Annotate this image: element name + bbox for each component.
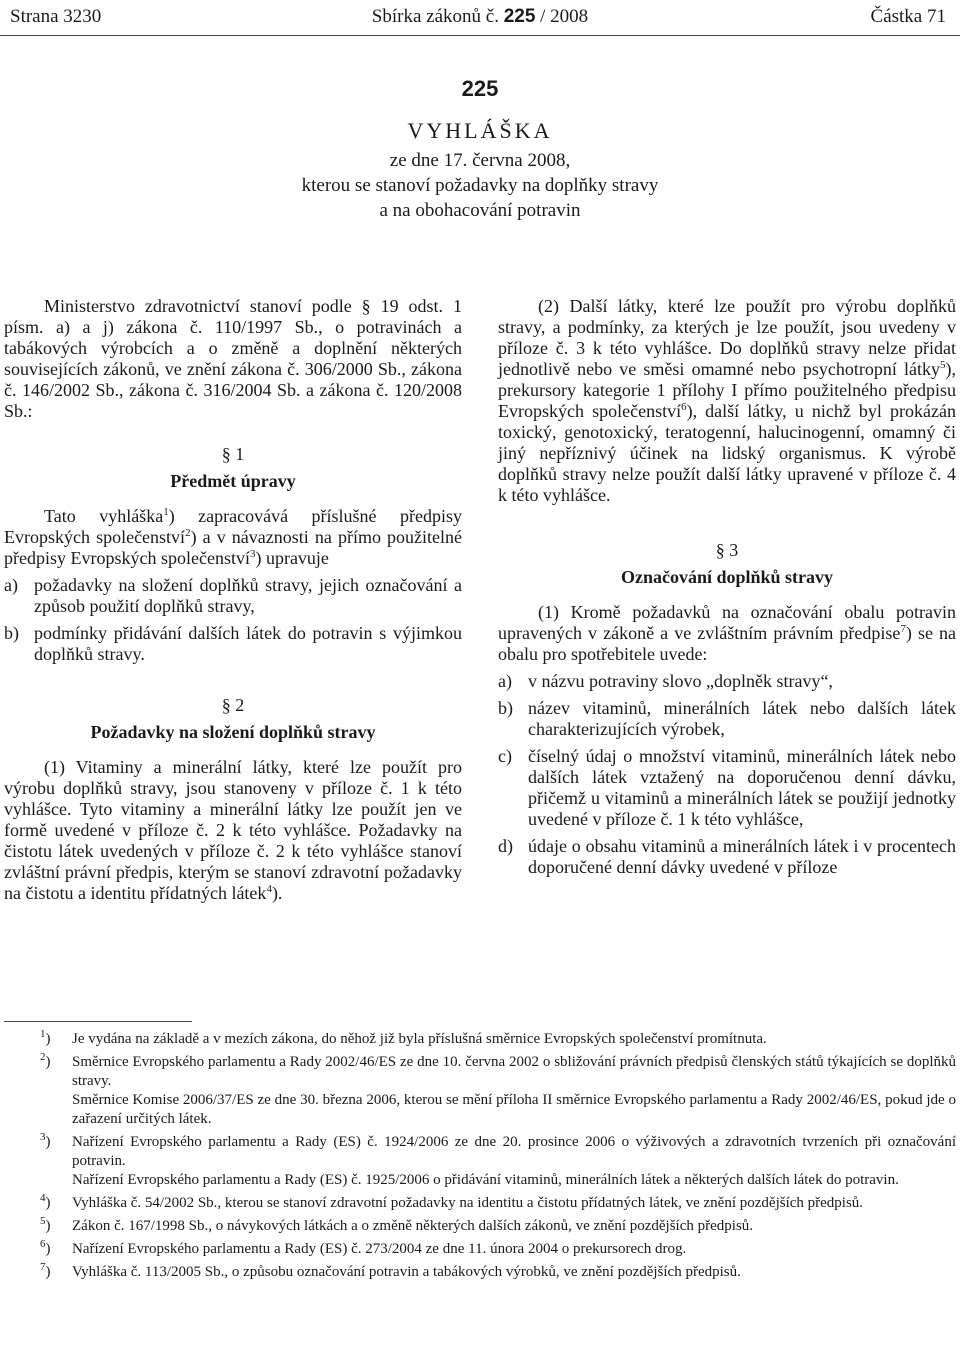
text-run: ), další látky, u nichž byl prokázán toxický, genotoxický, teratogenní, halucinogenní, omamný či jiný nepříznivý účinek na lidský organismus. K výrobě doplňků stravy nelze použít další látky upravené v příloze č. 4 k této vyhlášce. <box>498 401 956 505</box>
footnote-number: 5 <box>40 1215 46 1227</box>
text-run: ) zapracovává příslušné předpisy Evropských společenství <box>4 506 462 547</box>
list-item <box>498 836 956 878</box>
footnote-text: Vyhláška č. 54/2002 Sb., kterou se stanoví zdravotní požadavky na identitu a čistotu přídatných látek, ve znění pozdějších předpisů. <box>72 1195 864 1211</box>
section-3-number: § 3 <box>715 540 739 560</box>
regulation-date: ze dne 17. června 2008, <box>389 150 571 171</box>
collection-year: / 2008 <box>535 6 589 27</box>
footnote-number: 6 <box>40 1238 46 1250</box>
text-run: Tato vyhláška <box>44 506 164 526</box>
section-2-number: § 2 <box>221 695 245 715</box>
list-item-label: a) <box>4 575 18 595</box>
collection-prefix: Sbírka zákonů č. <box>371 6 504 27</box>
footnote <box>40 1133 956 1190</box>
footnote-text: Nařízení Evropského parlamentu a Rady (ES) č. 1925/2006 o přidávání vitaminů, minerálních látek a některých dalších látek do potravin. <box>72 1172 899 1188</box>
list-item <box>498 746 956 830</box>
footnote-text: Směrnice Komise 2006/37/ES ze dne 30. března 2006, kterou se mění příloha II směrnice Evropského parlamentu a Rady 2002/46/ES, pokud jde o zařazení určitých látek. <box>72 1092 956 1127</box>
footnote <box>40 1217 956 1236</box>
text-run: ) upravuje <box>255 548 329 568</box>
footnote-text: Vyhláška č. 113/2005 Sb., o způsobu označování potravin a tabákových výrobků, ve znění pozdějších předpisů. <box>72 1264 741 1280</box>
list-item <box>498 671 956 692</box>
footnote-marker: $^4$) <box>40 1192 51 1211</box>
text-run: ) a v návaznosti na přímo použitelné předpisy Evropských společenství <box>4 527 462 568</box>
footnote-number: 2 <box>40 1051 46 1063</box>
footnote-marker: $^5$) <box>40 1215 51 1234</box>
issue-part: Částka 71 <box>870 6 946 27</box>
document-title <box>0 74 960 223</box>
footnote-ref[interactable]: 7 <box>900 623 906 635</box>
list-item-text: v názvu potraviny slovo „doplněk stravy“, <box>528 671 833 691</box>
page-number: Strana 3230 <box>10 6 102 27</box>
list-item-label: c) <box>498 746 512 766</box>
regulation-subject-line-2: a na obohacování potravin <box>379 200 581 221</box>
footnote <box>40 1053 956 1129</box>
footnote-marker: $^7$) <box>40 1261 51 1280</box>
footnote-ref[interactable]: 3 <box>249 548 256 560</box>
footnote <box>40 1240 956 1259</box>
list-item <box>498 698 956 740</box>
footnote-text: Zákon č. 167/1998 Sb., o návykových látkách a o změně některých dalších zákonů, ve znění pozdějších předpisů. <box>72 1218 754 1234</box>
footnote-ref[interactable]: 5 <box>940 359 946 371</box>
list-item-label: d) <box>498 836 513 856</box>
footnote-marker: $^2$) <box>40 1051 51 1070</box>
footnote <box>40 1194 956 1213</box>
footnote <box>40 1030 956 1049</box>
preamble: Ministerstvo zdravotnictví stanoví podle § 19 odst. 1 písm. a) a j) zákona č. 110/1997 Sb., o potravinách a tabákových výrobcích a o změně a doplnění některých souvisejících zákonů, ve znění zákona č. 306/2000 Sb., zákona č. 146/2002 Sb., zákona č. 316/2004 Sb. a zákona č. 120/2008 Sb.: <box>4 296 462 421</box>
footnote-number: 1 <box>40 1028 46 1040</box>
text-run: ). <box>271 883 283 903</box>
page-header <box>0 0 960 36</box>
list-item-text: údaje o obsahu vitaminů a minerálních látek i v procentech doporučené denní dávky uvedené v příloze <box>528 836 956 877</box>
footnote-number: 4 <box>40 1192 46 1204</box>
section-1-paragraph <box>4 506 462 569</box>
footnote <box>40 1263 956 1282</box>
footnote-ref[interactable]: 1 <box>163 506 169 518</box>
text-run: ), prekursory kategorie 1 přílohy I přímo použitelného předpisu Evropských společenství <box>498 359 956 421</box>
list-item-text: podmínky přidávání dalších látek do potravin s výjimkou doplňků stravy. <box>34 623 462 664</box>
regulation-kind: VYHLÁŠKA <box>407 118 553 143</box>
footnote-ref[interactable]: 2 <box>185 527 191 539</box>
footnote-ref[interactable]: 4 <box>266 883 272 895</box>
regulation-number: 225 <box>461 76 499 101</box>
list-item-text: požadavky na složení doplňků stravy, jejich označování a způsob použití doplňků stravy, <box>34 575 462 616</box>
collection-number: 225 <box>503 6 536 27</box>
footnote-text: Nařízení Evropského parlamentu a Rady (ES) č. 1924/2006 ze dne 20. prosince 2006 o výživových a zdravotních tvrzeních při označování potravin. <box>72 1134 956 1169</box>
regulation-subject-line-1: kterou se stanoví požadavky na doplňky stravy <box>301 175 659 196</box>
footnote-number: 3 <box>40 1131 46 1143</box>
footnote-marker: $^1$) <box>40 1028 51 1047</box>
text-run: ) se na obalu pro spotřebitele uvede: <box>498 623 956 664</box>
header-rule <box>0 35 960 36</box>
list-item-text: název vitaminů, minerálních látek nebo dalších látek charakterizujících výrobek, <box>528 698 956 739</box>
list-item-text: číselný údaj o množství vitaminů, minerálních látek nebo dalších látek vztažený na doporučenou denní dávku, přičemž u vitaminů a minerálních látek se použijí jednotky uvedené v příloze č. 1 k této vyhlášce, <box>528 746 956 829</box>
footnote-ref[interactable]: 6 <box>681 401 687 413</box>
footnote-text: Směrnice Evropského parlamentu a Rady 2002/46/ES ze dne 10. června 2002 o sbližování právních předpisů členských států týkajících se doplňků stravy. <box>72 1054 956 1089</box>
footnote-text: Je vydána na základě a v mezích zákona, do něhož již byla příslušná směrnice Evropských společenství promítnuta. <box>72 1031 767 1047</box>
section-2-paragraph-1 <box>4 757 462 904</box>
section-1-title: Předmět úpravy <box>170 471 296 491</box>
section-3-title: Označování doplňků stravy <box>620 567 834 587</box>
list-item-label: b) <box>498 698 513 718</box>
collection-reference <box>0 6 960 28</box>
section-2-title: Požadavky na složení doplňků stravy <box>90 722 376 742</box>
section-2-paragraph-2 <box>498 296 956 506</box>
text-run: (2) Další látky, které lze použít pro výrobu doplňků stravy, a podmínky, za kterých je lze použít, jsou uvedeny v příloze č. 3 k této vyhlášce. Do doplňků stravy nelze přidat jednotlivě nebo ve směsi omamné nebo psychotropní látky <box>498 296 956 379</box>
footnote-marker: $^6$) <box>40 1238 51 1257</box>
footnote-text: Nařízení Evropského parlamentu a Rady (ES) č. 273/2004 ze dne 11. února 2004 o prekursorech drog. <box>72 1241 687 1257</box>
list-item <box>4 623 462 665</box>
section-1-number: § 1 <box>221 444 245 464</box>
text-run: (1) Kromě požadavků na označování obalu potravin upravených v zákoně a ve zvláštním právním předpise <box>498 602 956 643</box>
section-3-paragraph-1 <box>498 602 956 665</box>
list-item-label: b) <box>4 623 19 643</box>
footnote-marker: $^3$) <box>40 1131 51 1150</box>
left-column <box>4 296 462 904</box>
footnote-number: 7 <box>40 1261 46 1273</box>
right-column <box>498 296 956 878</box>
list-item <box>4 575 462 617</box>
footnotes <box>40 1030 956 1286</box>
text-run: (1) Vitaminy a minerální látky, které lze použít pro výrobu doplňků stravy, jsou stanoveny v příloze č. 1 k této vyhlášce. Tyto vitaminy a minerální látky lze použít jen ve formě uvedené v příloze č. 2 k této vyhlášce. Požadavky na čistotu látek uvedených v příloze č. 2 k této vyhlášce stanoví zvláštní právní předpis, kterým se stanoví zdravotní požadavky na čistotu a identitu přídatných látek <box>4 757 462 903</box>
list-item-label: a) <box>498 671 512 691</box>
footnote-rule <box>4 1021 192 1022</box>
